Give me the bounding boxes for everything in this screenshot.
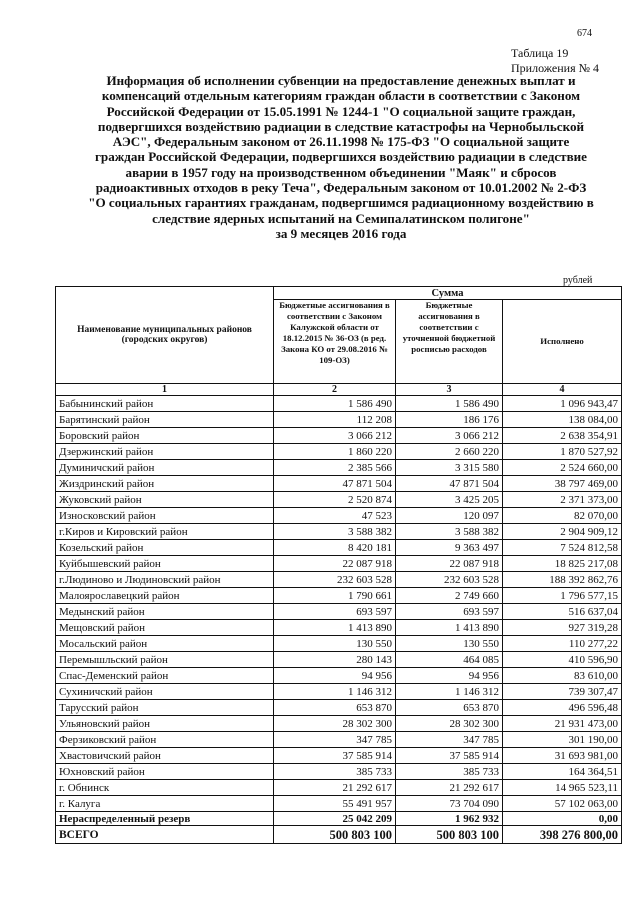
row-appropriations-law: 28 302 300 [274,716,396,732]
reserve-row [56,812,622,826]
row-appropriations-law: 47 523 [274,508,396,524]
row-appropriations-refined: 94 956 [396,668,503,684]
reserve-appropriations-law: 25 042 209 [274,812,396,826]
title-line: "О социальных гарантиях гражданам, подвергшимся радиационному воздействию в [88,195,594,211]
row-executed: 138 084,00 [503,412,622,428]
table-row [56,620,622,636]
row-appropriations-law: 94 956 [274,668,396,684]
table-row [56,588,622,604]
reserve-name: Нераспределенный резерв [56,812,274,826]
row-executed: 110 277,22 [503,636,622,652]
row-appropriations-refined: 47 871 504 [396,476,503,492]
row-appropriations-refined: 37 585 914 [396,748,503,764]
row-name: Спас-Деменский район [56,668,274,684]
header-num-3: 3 [396,384,503,396]
title-line: следствие ядерных испытаний на Семипалатинском полигоне" [152,210,530,226]
table-row [56,796,622,812]
row-name: Ферзиковский район [56,732,274,748]
row-appropriations-law: 2 385 566 [274,460,396,476]
row-executed: 38 797 469,00 [503,476,622,492]
table-row [56,556,622,572]
row-name: Мосальский район [56,636,274,652]
table-row [56,476,622,492]
row-appropriations-law: 385 733 [274,764,396,780]
table-body [56,396,622,812]
reserve-appropriations-refined: 1 962 932 [396,812,503,826]
row-executed: 82 070,00 [503,508,622,524]
row-name: г. Калуга [56,796,274,812]
row-appropriations-refined: 3 066 212 [396,428,503,444]
row-appropriations-refined: 21 292 617 [396,780,503,796]
row-name: Боровский район [56,428,274,444]
table-row [56,428,622,444]
row-executed: 31 693 981,00 [503,748,622,764]
row-name: г. Обнинск [56,780,274,796]
row-name: Жиздринский район [56,476,274,492]
row-appropriations-law: 112 208 [274,412,396,428]
row-appropriations-law: 347 785 [274,732,396,748]
table-row [56,444,622,460]
row-appropriations-law: 55 491 957 [274,796,396,812]
row-appropriations-law: 1 413 890 [274,620,396,636]
table-row [56,636,622,652]
row-appropriations-law: 21 292 617 [274,780,396,796]
row-executed: 739 307,47 [503,684,622,700]
row-name: Козельский район [56,540,274,556]
row-executed: 2 371 373,00 [503,492,622,508]
row-executed: 7 524 812,58 [503,540,622,556]
table-label: Таблица 19 [511,46,569,60]
row-appropriations-law: 232 603 528 [274,572,396,588]
table-row [56,716,622,732]
title-line: Российской Федерации от 15.05.1991 № 1244-1 "О социальной защите граждан, [106,103,576,119]
row-appropriations-refined: 130 550 [396,636,503,652]
header-num-1: 1 [56,384,274,396]
total-row [56,826,622,844]
row-appropriations-law: 653 870 [274,700,396,716]
table-row [56,524,622,540]
header-name: Наименование муниципальных районов (городских округов) [56,287,274,384]
row-executed: 2 904 909,12 [503,524,622,540]
row-executed: 14 965 523,11 [503,780,622,796]
row-executed: 1 796 577,15 [503,588,622,604]
row-appropriations-refined: 2 749 660 [396,588,503,604]
table-row [56,460,622,476]
row-executed: 18 825 217,08 [503,556,622,572]
row-name: Юхновский район [56,764,274,780]
row-executed: 496 596,48 [503,700,622,716]
row-name: Барятинский район [56,412,274,428]
table-row [56,412,622,428]
report-table [55,286,622,844]
row-executed: 83 610,00 [503,668,622,684]
table-row [56,684,622,700]
title-line: подвергшихся воздействию радиации в следствие катастрофы на Чернобыльской [97,118,585,134]
row-appropriations-refined: 3 588 382 [396,524,503,540]
header-col-appropriations-refined: Бюджетные ассигнования в соответствии с уточненной бюджетной росписью расходов [396,300,503,384]
row-appropriations-refined: 232 603 528 [396,572,503,588]
row-appropriations-refined: 385 733 [396,764,503,780]
row-executed: 57 102 063,00 [503,796,622,812]
row-name: Медынский район [56,604,274,620]
table-row [56,396,622,412]
row-name: Перемышльский район [56,652,274,668]
row-appropriations-law: 693 597 [274,604,396,620]
row-appropriations-law: 3 066 212 [274,428,396,444]
row-name: Думиничский район [56,460,274,476]
title-line: граждан Российской Федерации, подвергшихся воздействию радиации в следствие [94,149,587,165]
row-appropriations-refined: 3 315 580 [396,460,503,476]
row-name: Износковский район [56,508,274,524]
table-row [56,540,622,556]
row-name: Мещовский район [56,620,274,636]
row-name: Бабынинский район [56,396,274,412]
row-appropriations-law: 130 550 [274,636,396,652]
title-line: радиоактивных отходов в реку Теча", Федеральным законом от 10.01.2002 № 2-ФЗ [95,180,587,196]
row-executed: 164 364,51 [503,764,622,780]
row-executed: 516 637,04 [503,604,622,620]
row-appropriations-refined: 3 425 205 [396,492,503,508]
row-executed: 21 931 473,00 [503,716,622,732]
table-row [56,492,622,508]
header-col-executed: Исполнено [503,300,622,384]
row-appropriations-law: 1 790 661 [274,588,396,604]
row-executed: 188 392 862,76 [503,572,622,588]
document-title [56,73,626,241]
table-row [56,652,622,668]
title-line: аварии в 1957 году на производственном объединении "Маяк" и сбросов [125,164,557,180]
row-name: Сухиничский район [56,684,274,700]
row-name: г.Киров и Кировский район [56,524,274,540]
total-appropriations-law: 500 803 100 [274,826,396,844]
row-appropriations-refined: 1 586 490 [396,396,503,412]
header-num-4: 4 [503,384,622,396]
table-row [56,780,622,796]
row-name: Дзержинский район [56,444,274,460]
row-executed: 301 190,00 [503,732,622,748]
header-col-appropriations-law: Бюджетные ассигнования в соответствии с Законом Калужской области от 18.12.2015 № 36-ОЗ (в ред. Закона КО от 29.08.2016 № 109-ОЗ) [274,300,396,384]
table-row [56,572,622,588]
table-row [56,508,622,524]
title-line: Информация об исполнении субвенции на предоставление денежных выплат и [106,73,576,88]
total-appropriations-refined: 500 803 100 [396,826,503,844]
total-name: ВСЕГО [56,826,274,844]
table-row [56,604,622,620]
row-appropriations-law: 8 420 181 [274,540,396,556]
row-appropriations-law: 47 871 504 [274,476,396,492]
row-appropriations-law: 1 586 490 [274,396,396,412]
row-name: Ульяновский район [56,716,274,732]
row-name: г.Людиново и Людиновский район [56,572,274,588]
row-appropriations-refined: 2 660 220 [396,444,503,460]
row-appropriations-refined: 28 302 300 [396,716,503,732]
row-name: Тарусский район [56,700,274,716]
table-row [56,764,622,780]
row-appropriations-refined: 9 363 497 [396,540,503,556]
reserve-executed: 0,00 [503,812,622,826]
appendix-label: Приложения № 4 [511,61,600,75]
table-row [56,748,622,764]
row-appropriations-refined: 73 704 090 [396,796,503,812]
row-appropriations-refined: 347 785 [396,732,503,748]
header-num-2: 2 [274,384,396,396]
row-executed: 927 319,28 [503,620,622,636]
row-appropriations-refined: 22 087 918 [396,556,503,572]
row-appropriations-law: 3 588 382 [274,524,396,540]
row-executed: 1 870 527,92 [503,444,622,460]
units-label: рублей [563,275,593,286]
header-sum: Сумма [274,287,622,300]
row-appropriations-refined: 693 597 [396,604,503,620]
row-appropriations-law: 22 087 918 [274,556,396,572]
table-row [56,700,622,716]
row-executed: 1 096 943,47 [503,396,622,412]
row-appropriations-refined: 186 176 [396,412,503,428]
row-appropriations-refined: 653 870 [396,700,503,716]
row-executed: 2 524 660,00 [503,460,622,476]
title-line: компенсаций отдельным категориям граждан области в соответствии с Законом [101,88,581,104]
row-appropriations-law: 1 860 220 [274,444,396,460]
row-appropriations-refined: 1 413 890 [396,620,503,636]
row-appropriations-refined: 464 085 [396,652,503,668]
title-line: АЭС", Федеральным законом от 26.11.1998 № 175-ФЗ "О социальной защите [112,134,570,150]
row-executed: 2 638 354,91 [503,428,622,444]
row-appropriations-refined: 1 146 312 [396,684,503,700]
row-name: Куйбышевский район [56,556,274,572]
row-name: Хвастовичский район [56,748,274,764]
row-appropriations-law: 2 520 874 [274,492,396,508]
row-name: Малоярославецкий район [56,588,274,604]
row-appropriations-law: 280 143 [274,652,396,668]
row-appropriations-refined: 120 097 [396,508,503,524]
row-name: Жуковский район [56,492,274,508]
page-number: 674 [577,28,592,39]
table-row [56,668,622,684]
row-appropriations-law: 1 146 312 [274,684,396,700]
row-appropriations-law: 37 585 914 [274,748,396,764]
title-line: за 9 месяцев 2016 года [275,225,407,241]
row-executed: 410 596,90 [503,652,622,668]
table-row [56,732,622,748]
total-executed: 398 276 800,00 [503,826,622,844]
